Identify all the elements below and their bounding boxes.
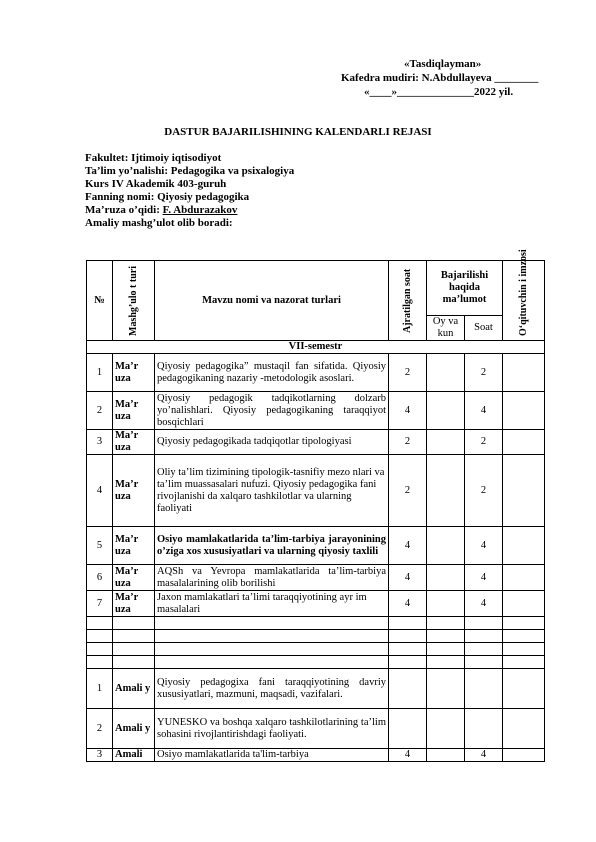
row-date xyxy=(427,749,465,762)
row-date xyxy=(427,354,465,392)
practice-teacher: Amaliy mashg’ulot olib boradi: xyxy=(85,217,233,229)
header-hours: Ajratilgan soat xyxy=(401,268,413,333)
empty-row xyxy=(87,656,545,669)
row-num: 7 xyxy=(87,591,113,617)
row-date xyxy=(427,392,465,430)
row-soat: 4 xyxy=(465,591,503,617)
row-hours: 2 xyxy=(389,430,427,455)
row-date xyxy=(427,565,465,591)
row-type: Ma’r uza xyxy=(113,354,155,392)
row-signature xyxy=(503,709,545,749)
header-done: Bajarilishi haqida ma’lumot xyxy=(427,261,503,316)
row-type: Ma’r uza xyxy=(113,392,155,430)
approval-line-2: Kafedra mudiri: N.Abdullayeva ________ xyxy=(341,72,539,84)
header-topic: Mavzu nomi va nazorat turlari xyxy=(155,261,389,341)
course: Kurs IV Akademik 403-guruh xyxy=(85,178,227,190)
row-hours: 4 xyxy=(389,392,427,430)
table-row xyxy=(87,430,545,455)
table-row xyxy=(87,527,545,565)
row-hours: 4 xyxy=(389,527,427,565)
approval-line-1: «Tasdiqlayman» xyxy=(404,58,482,70)
row-topic: Jaxon mamlakatlari ta’limi taraqqiyotining ayr im masalalari xyxy=(155,591,389,617)
row-signature xyxy=(503,527,545,565)
row-hours xyxy=(389,669,427,709)
row-hours: 4 xyxy=(389,591,427,617)
table-row xyxy=(87,669,545,709)
row-num: 2 xyxy=(87,709,113,749)
row-signature xyxy=(503,565,545,591)
empty-row xyxy=(87,643,545,656)
row-topic: Qiyosiy pedagogika” mustaqil fan sifatida. Qiyosiy pedagogikaning nazariy -metodologik asoslari. xyxy=(155,354,389,392)
row-signature xyxy=(503,392,545,430)
row-hours xyxy=(389,709,427,749)
row-num: 6 xyxy=(87,565,113,591)
table-row xyxy=(87,591,545,617)
empty-row xyxy=(87,630,545,643)
approval-line-3: «____»______________2022 yil. xyxy=(364,86,514,98)
row-soat: 4 xyxy=(465,527,503,565)
row-type: Amali y xyxy=(113,669,155,709)
header-signature: O‘qituvchin i imzosi xyxy=(517,248,529,336)
lecturer-label: Ma’ruza o’qidi: xyxy=(85,204,163,216)
row-topic: Qiyosiy pedagogik tadqikotlarning dolzarb yo’nalishlari. Qiyosiy pedagogikaning taraqqiyot bosqichlari xyxy=(155,392,389,430)
row-signature xyxy=(503,591,545,617)
row-soat xyxy=(465,709,503,749)
row-hours: 2 xyxy=(389,455,427,527)
row-soat: 2 xyxy=(465,354,503,392)
row-soat: 4 xyxy=(465,565,503,591)
table-row xyxy=(87,749,545,762)
row-date xyxy=(427,669,465,709)
table-row xyxy=(87,392,545,430)
row-date xyxy=(427,430,465,455)
row-date xyxy=(427,455,465,527)
row-num: 3 xyxy=(87,430,113,455)
row-soat: 2 xyxy=(465,455,503,527)
row-type: Amali y xyxy=(113,709,155,749)
empty-row xyxy=(87,617,545,630)
row-soat: 2 xyxy=(465,430,503,455)
row-date xyxy=(427,591,465,617)
course-meta xyxy=(85,152,294,230)
row-topic: Oliy ta’lim tizimining tipologik-tasnifiy mezo nlari va ta’lim muassasalari nufuzi. Qiyosiy pedagogika fani rivojlanishi da xalqaro tashkilotlar va ularning faoliyati xyxy=(155,455,389,527)
row-soat: 4 xyxy=(465,392,503,430)
row-hours: 2 xyxy=(389,354,427,392)
row-type: Amali xyxy=(113,749,155,762)
row-topic: Osiyo mamlakatlarida ta’lim-tarbiya jarayonining o’ziga xos xususiyatlari va ularning qiyosiy taxlili xyxy=(155,527,389,565)
row-num: 3 xyxy=(87,749,113,762)
direction: Ta’lim yo’nalishi: Pedagogika va psixalogiya xyxy=(85,165,295,177)
table-row xyxy=(87,709,545,749)
row-hours: 4 xyxy=(389,565,427,591)
row-num: 5 xyxy=(87,527,113,565)
header-type: Mashg’ulo t turi xyxy=(127,265,139,336)
row-signature xyxy=(503,430,545,455)
row-num: 1 xyxy=(87,669,113,709)
row-signature xyxy=(503,455,545,527)
row-signature xyxy=(503,669,545,709)
header-hour: Soat xyxy=(465,316,503,341)
row-topic: Qiyosiy pedagogixa fani taraqqiyotining davriy xususiyatlari, mazmuni, maqsadi, vazifalari. xyxy=(155,669,389,709)
row-type: Ma’r uza xyxy=(113,591,155,617)
row-num: 1 xyxy=(87,354,113,392)
row-hours: 4 xyxy=(389,749,427,762)
faculty: Fakultet: Ijtimoiy iqtisodiyot xyxy=(85,152,222,164)
row-topic: Qiyosiy pedagogikada tadqiqotlar tipologiyasi xyxy=(155,430,389,455)
row-type: Ma’r uza xyxy=(113,430,155,455)
row-num: 4 xyxy=(87,455,113,527)
row-topic: Osiyo mamlakatlarida ta'lim-tarbiya xyxy=(155,749,389,762)
table-row xyxy=(87,354,545,392)
row-date xyxy=(427,527,465,565)
row-soat: 4 xyxy=(465,749,503,762)
row-type: Ma’r uza xyxy=(113,565,155,591)
row-date xyxy=(427,709,465,749)
row-type: Ma’r uza xyxy=(113,455,155,527)
table-row xyxy=(87,455,545,527)
document-title: DASTUR BAJARILISHINING KALENDARLI REJASI xyxy=(164,126,432,138)
table-row xyxy=(87,565,545,591)
row-type: Ma’r uza xyxy=(113,527,155,565)
row-num: 2 xyxy=(87,392,113,430)
semester-label: VII-semestr xyxy=(87,341,545,354)
row-topic: AQSh va Yevropa mamlakatlarida ta’lim-tarbiya masalalarining olib borilishi xyxy=(155,565,389,591)
header-num: № xyxy=(87,261,113,341)
row-signature xyxy=(503,749,545,762)
calendar-plan-table xyxy=(86,248,545,762)
row-topic: YUNESKO va boshqa xalqaro tashkilotlarining ta’lim sohasini rivojlantirishdagi faoliyati. xyxy=(155,709,389,749)
subject: Fanning nomi: Qiyosiy pedagogika xyxy=(85,191,250,203)
row-signature xyxy=(503,354,545,392)
lecturer xyxy=(85,204,294,217)
lecturer-name: F. Abdurazakov xyxy=(162,204,238,216)
header-date: Oy va kun xyxy=(427,316,465,341)
row-soat xyxy=(465,669,503,709)
